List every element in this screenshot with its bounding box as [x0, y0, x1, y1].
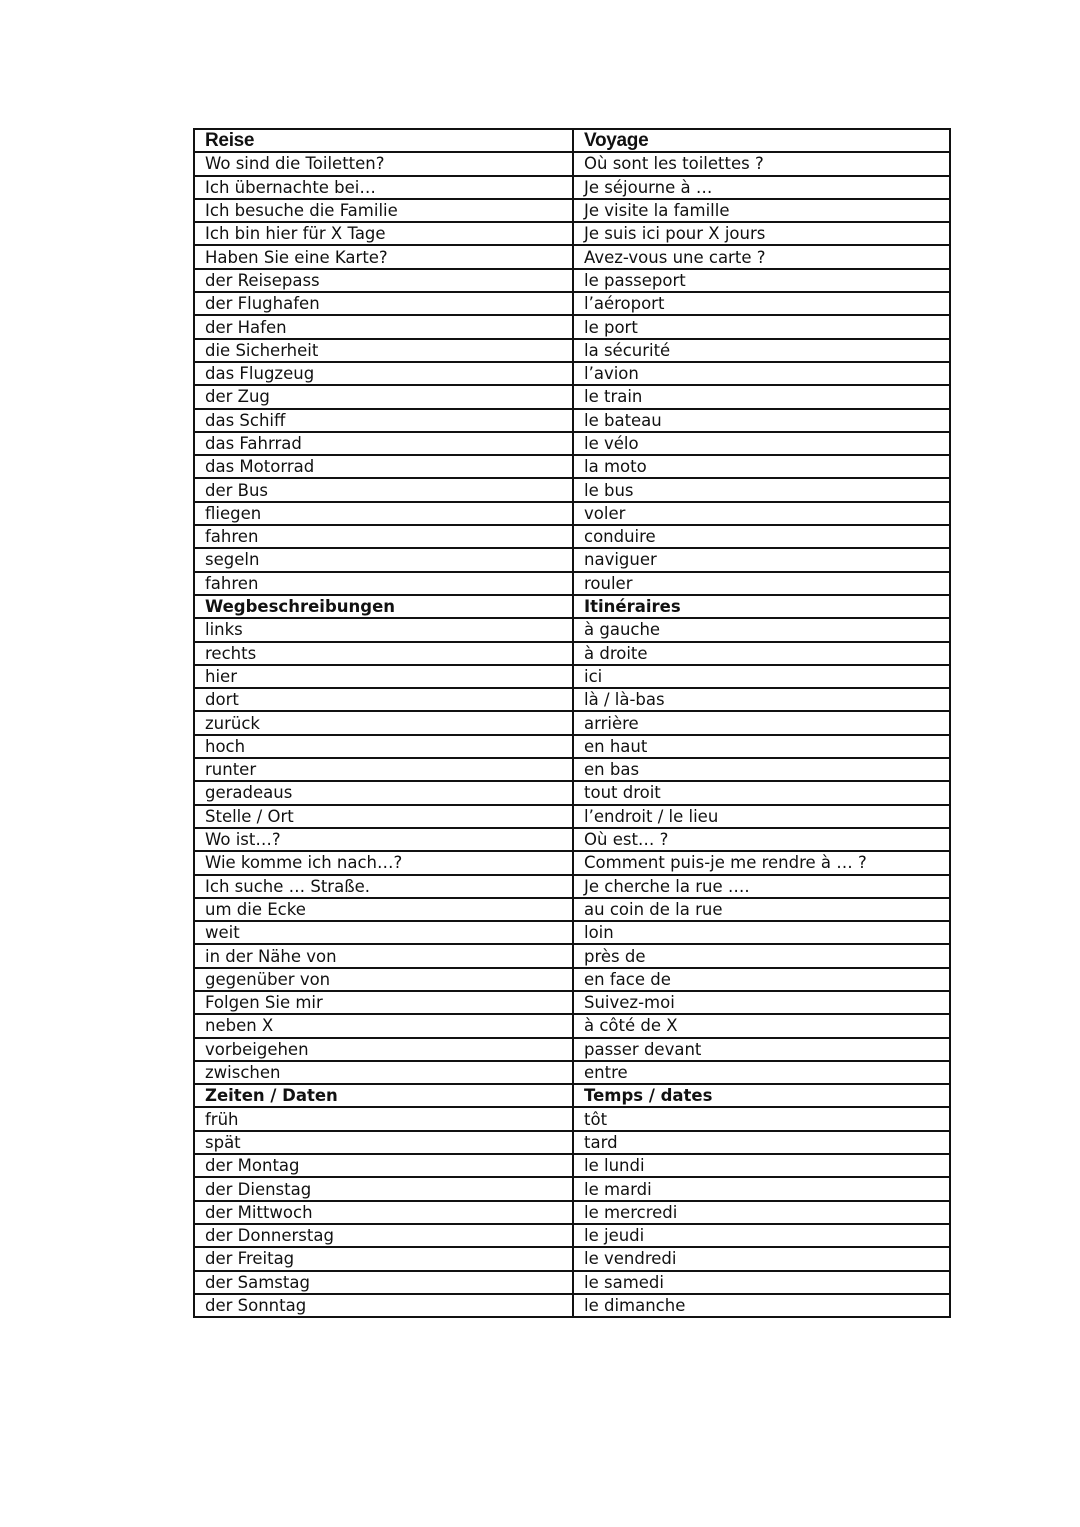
table-row — [194, 1061, 950, 1084]
german-term: Wo ist…? — [194, 828, 573, 851]
section-heading-row — [194, 1084, 950, 1107]
german-heading: Wegbeschreibungen — [194, 595, 573, 618]
french-term: naviguer — [573, 548, 950, 571]
table-row — [194, 991, 950, 1014]
table-row — [194, 921, 950, 944]
table-row — [194, 1107, 950, 1130]
table-header-row — [194, 129, 950, 152]
table-row — [194, 152, 950, 175]
section-heading-row — [194, 595, 950, 618]
german-term: rechts — [194, 642, 573, 665]
french-term: Je suis ici pour X jours — [573, 222, 950, 245]
german-term: das Flugzeug — [194, 362, 573, 385]
german-term: Ich übernachte bei… — [194, 176, 573, 199]
table-row — [194, 1247, 950, 1270]
table-row — [194, 1224, 950, 1247]
vocabulary-table-body — [194, 129, 950, 1317]
german-term: um die Ecke — [194, 898, 573, 921]
german-term: Folgen Sie mir — [194, 991, 573, 1014]
table-row — [194, 1131, 950, 1154]
french-term: l’aéroport — [573, 292, 950, 315]
table-row — [194, 339, 950, 362]
german-term: gegenüber von — [194, 968, 573, 991]
french-term: au coin de la rue — [573, 898, 950, 921]
french-term: l’avion — [573, 362, 950, 385]
german-term: Stelle / Ort — [194, 805, 573, 828]
table-row — [194, 199, 950, 222]
german-term: hier — [194, 665, 573, 688]
table-row — [194, 525, 950, 548]
french-term: le dimanche — [573, 1294, 950, 1317]
french-heading: Itinéraires — [573, 595, 950, 618]
german-term: der Zug — [194, 385, 573, 408]
french-term: le bus — [573, 478, 950, 501]
table-row — [194, 758, 950, 781]
french-term: Où est… ? — [573, 828, 950, 851]
french-term: le train — [573, 385, 950, 408]
german-term: links — [194, 618, 573, 641]
table-row — [194, 898, 950, 921]
table-row — [194, 315, 950, 338]
german-term: fliegen — [194, 502, 573, 525]
french-term: le bateau — [573, 409, 950, 432]
german-term: runter — [194, 758, 573, 781]
french-term: tard — [573, 1131, 950, 1154]
french-term: le jeudi — [573, 1224, 950, 1247]
table-row — [194, 875, 950, 898]
table-row — [194, 409, 950, 432]
german-term: das Fahrrad — [194, 432, 573, 455]
french-term: Je cherche la rue …. — [573, 875, 950, 898]
table-row — [194, 548, 950, 571]
table-row — [194, 665, 950, 688]
german-term: in der Nähe von — [194, 944, 573, 967]
german-term: dort — [194, 688, 573, 711]
french-term: à côté de X — [573, 1014, 950, 1037]
french-term: le samedi — [573, 1271, 950, 1294]
vocabulary-table — [193, 128, 951, 1318]
german-term: früh — [194, 1107, 573, 1130]
german-term: Wo sind die Toiletten? — [194, 152, 573, 175]
table-row — [194, 711, 950, 734]
german-term: der Hafen — [194, 315, 573, 338]
german-term: die Sicherheit — [194, 339, 573, 362]
table-row — [194, 222, 950, 245]
table-row — [194, 735, 950, 758]
french-term: le passeport — [573, 269, 950, 292]
german-term: Haben Sie eine Karte? — [194, 245, 573, 268]
table-row — [194, 642, 950, 665]
table-row — [194, 502, 950, 525]
german-term: der Bus — [194, 478, 573, 501]
french-term: la sécurité — [573, 339, 950, 362]
german-term: der Sonntag — [194, 1294, 573, 1317]
table-row — [194, 1154, 950, 1177]
french-term: à droite — [573, 642, 950, 665]
german-term: der Mittwoch — [194, 1201, 573, 1224]
table-row — [194, 269, 950, 292]
french-term: tout droit — [573, 781, 950, 804]
table-row — [194, 944, 950, 967]
table-row — [194, 362, 950, 385]
german-term: fahren — [194, 525, 573, 548]
german-term: der Dienstag — [194, 1177, 573, 1200]
french-term: à gauche — [573, 618, 950, 641]
french-term: entre — [573, 1061, 950, 1084]
table-row — [194, 1177, 950, 1200]
table-row — [194, 478, 950, 501]
table-row — [194, 1271, 950, 1294]
french-term: arrière — [573, 711, 950, 734]
french-term: Suivez-moi — [573, 991, 950, 1014]
german-term: der Reisepass — [194, 269, 573, 292]
german-term: spät — [194, 1131, 573, 1154]
table-row — [194, 828, 950, 851]
german-term: der Montag — [194, 1154, 573, 1177]
french-term: près de — [573, 944, 950, 967]
french-heading: Voyage — [573, 129, 950, 152]
german-heading: Reise — [194, 129, 573, 152]
german-term: hoch — [194, 735, 573, 758]
german-term: Ich suche … Straße. — [194, 875, 573, 898]
french-term: le vélo — [573, 432, 950, 455]
french-term: le lundi — [573, 1154, 950, 1177]
german-term: neben X — [194, 1014, 573, 1037]
german-term: der Samstag — [194, 1271, 573, 1294]
german-term: das Motorrad — [194, 455, 573, 478]
french-term: là / là-bas — [573, 688, 950, 711]
table-row — [194, 1294, 950, 1317]
french-term: le vendredi — [573, 1247, 950, 1270]
french-term: voler — [573, 502, 950, 525]
table-row — [194, 455, 950, 478]
table-row — [194, 572, 950, 595]
german-term: Wie komme ich nach…? — [194, 851, 573, 874]
french-term: en face de — [573, 968, 950, 991]
table-row — [194, 688, 950, 711]
table-row — [194, 385, 950, 408]
french-term: le port — [573, 315, 950, 338]
table-row — [194, 968, 950, 991]
french-term: en bas — [573, 758, 950, 781]
german-term: Ich besuche die Familie — [194, 199, 573, 222]
french-term: Comment puis-je me rendre à … ? — [573, 851, 950, 874]
german-term: segeln — [194, 548, 573, 571]
french-term: en haut — [573, 735, 950, 758]
table-row — [194, 176, 950, 199]
table-row — [194, 805, 950, 828]
french-term: rouler — [573, 572, 950, 595]
table-row — [194, 1014, 950, 1037]
german-term: zwischen — [194, 1061, 573, 1084]
french-term: tôt — [573, 1107, 950, 1130]
french-heading: Temps / dates — [573, 1084, 950, 1107]
french-term: l’endroit / le lieu — [573, 805, 950, 828]
german-term: fahren — [194, 572, 573, 595]
table-row — [194, 1201, 950, 1224]
french-term: ici — [573, 665, 950, 688]
table-row — [194, 245, 950, 268]
german-term: der Flughafen — [194, 292, 573, 315]
german-term: Ich bin hier für X Tage — [194, 222, 573, 245]
french-term: le mardi — [573, 1177, 950, 1200]
french-term: Je séjourne à … — [573, 176, 950, 199]
german-term: das Schiff — [194, 409, 573, 432]
french-term: le mercredi — [573, 1201, 950, 1224]
german-heading: Zeiten / Daten — [194, 1084, 573, 1107]
table-row — [194, 851, 950, 874]
german-term: der Freitag — [194, 1247, 573, 1270]
french-term: la moto — [573, 455, 950, 478]
table-row — [194, 1038, 950, 1061]
german-term: geradeaus — [194, 781, 573, 804]
table-row — [194, 618, 950, 641]
french-term: loin — [573, 921, 950, 944]
french-term: Où sont les toilettes ? — [573, 152, 950, 175]
german-term: vorbeigehen — [194, 1038, 573, 1061]
german-term: weit — [194, 921, 573, 944]
french-term: passer devant — [573, 1038, 950, 1061]
french-term: Je visite la famille — [573, 199, 950, 222]
table-row — [194, 432, 950, 455]
vocabulary-sheet — [193, 128, 951, 1318]
table-row — [194, 292, 950, 315]
german-term: der Donnerstag — [194, 1224, 573, 1247]
french-term: Avez-vous une carte ? — [573, 245, 950, 268]
french-term: conduire — [573, 525, 950, 548]
table-row — [194, 781, 950, 804]
german-term: zurück — [194, 711, 573, 734]
